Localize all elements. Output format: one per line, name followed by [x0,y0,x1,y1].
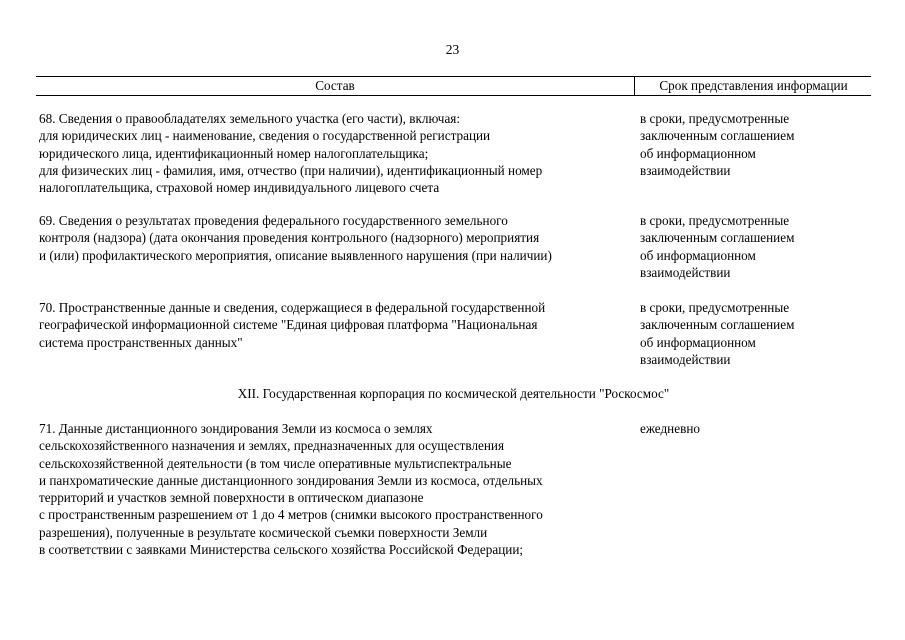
table-header-top-rule [36,76,871,77]
entry-68-text: 68. Сведения о правообладателях земельного участка (его части), включая: для юридических лиц - наименование, сведения о государственной регистрации юридического лица, идентификационный номер налогоплательщика; для физических лиц - фамилия, имя, отчество (при наличии), идентификационный номер налогоплательщика, страховой номер индивидуального лицевого счета [39,111,543,196]
table-header-bottom-rule [36,95,871,96]
entry-70-text: 70. Пространственные данные и сведения, содержащиеся в федеральной государственной географической информационной системе "Единая цифровая платформа "Национальная система пространственных данных" [39,300,546,350]
entry-69-term: в сроки, предусмотренные заключенным соглашением об информационном взаимодействии [640,213,795,280]
table-header-composition: Состав [315,78,355,93]
entry-69-text: 69. Сведения о результатах проведения федерального государственного земельного контроля (надзора) (дата окончания проведения контрольного (надзорного) мероприятия и (или) профилактического мероприятия, описание выявленного нарушения (при наличии) [39,213,552,263]
page-number: 23 [445,42,460,57]
table-header-divider [634,76,635,95]
entry-71-text: 71. Данные дистанционного зондирования Земли из космоса о землях сельскохозяйственного назначения и землях, предназначенных для осуществления сельскохозяйственной деятельности (в том числе оперативные мультиспектральные и панхроматические данные дистанционного зондирования Земли из космоса, отдельных территорий и участков земной поверхности в оптическом диапазоне с пространственным разрешением от 1 до 4 метров (снимки высокого пространственного разрешения), полученные в результате космической съемки поверхности Земли в соответствии с заявками Министерства сельского хозяйства Российской Федерации; [39,421,543,558]
entry-68-term: в сроки, предусмотренные заключенным соглашением об информационном взаимодействии [640,111,795,178]
entry-70-term: в сроки, предусмотренные заключенным соглашением об информационном взаимодействии [640,300,795,367]
table-header-term: Срок представления информации [659,78,848,93]
section-heading: XII. Государственная корпорация по космической деятельности "Роскосмос" [237,386,670,401]
entry-71-term: ежедневно [640,421,700,436]
